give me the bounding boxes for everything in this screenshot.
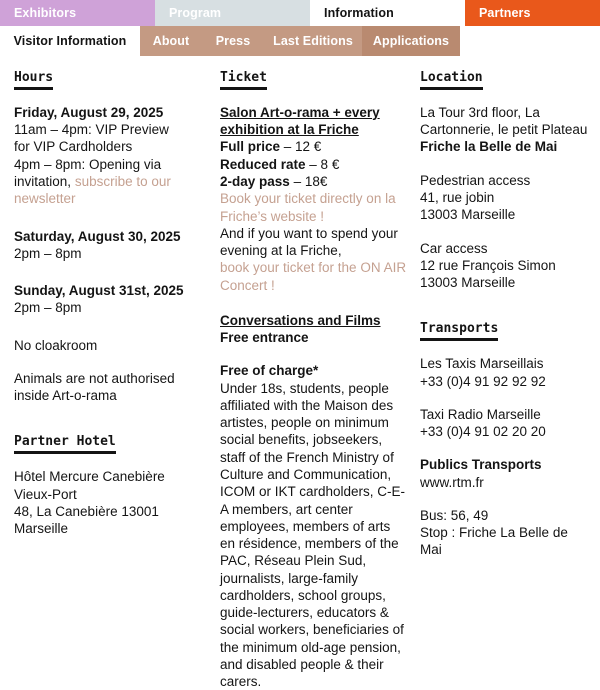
car-access-city: 13003 Marseille [420, 275, 516, 291]
subnav-item-last-editions-label: Last Editions [273, 34, 353, 48]
subnav-item-last-editions[interactable] [264, 26, 362, 56]
taxi-marseillais-name: Les Taxis Marseillais [420, 356, 544, 372]
subnav-item-applications-label: Applications [372, 34, 450, 48]
two-day-pass-value: – 18€ [293, 174, 328, 189]
pedestrian-access-city: 13003 Marseille [420, 207, 516, 223]
hotel-address: 48, La Canebière 13001 [14, 503, 159, 519]
sub-navigation [0, 26, 600, 56]
taxi-radio-phone: +33 (0)4 91 02 20 20 [420, 424, 546, 440]
taxi-marseillais [420, 355, 590, 390]
hours-friday-line3: 4pm – 8pm: Opening via [14, 156, 162, 172]
main-navigation [0, 0, 600, 26]
column-location [420, 68, 600, 690]
hours-friday-line4-wrapper [14, 173, 206, 208]
cloakroom-note: No cloakroom [14, 337, 98, 353]
nav-item-partners-label: Partners [479, 6, 531, 20]
bus-lines: Bus: 56, 49 [420, 507, 489, 523]
subnav-item-visitor-information-label: Visitor Information [13, 34, 127, 48]
subnav-item-about-label: About [152, 34, 190, 48]
venue-address-line2: Cartonnerie, le petit Plateau [420, 122, 588, 138]
hours-sunday-line1: 2pm – 8pm [14, 300, 82, 316]
public-transports-label: Publics Transports [420, 457, 542, 473]
venue-address-line1: La Tour 3rd floor, La [420, 104, 540, 120]
two-day-pass-row [220, 173, 408, 190]
full-price-label: Full price [220, 139, 281, 155]
location-heading: Location [420, 71, 483, 90]
car-access-label: Car access [420, 240, 488, 256]
taxi-radio-name: Taxi Radio Marseille [420, 406, 541, 422]
nav-item-partners[interactable] [465, 0, 600, 26]
hours-day-friday [14, 104, 206, 208]
pedestrian-access [420, 172, 590, 224]
free-of-charge-body: Under 18s, students, people affiliated with the Maison des artistes, people on minimum social benefits, jobseekers, staff of the French Ministry of Culture and Communication, ICOM or IKT cardholders, C-E-A members, art center employees, members of arts en résidence, members of the PAC, Réseau Plein Sud, journalists, large-family cardholders, school groups, guide-lecturers, educators & social workers, beneficiaries of the minimum old-age pension, and disabled people & their carers. [220, 380, 406, 690]
public-transports-site[interactable]: www.rtm.fr [420, 474, 484, 490]
pedestrian-access-label: Pedestrian access [420, 172, 531, 188]
hours-friday-date: Friday, August 29, 2025 [14, 104, 164, 120]
on-air-concert-link[interactable]: book your ticket for the ON AIR Concert ! [220, 260, 407, 293]
two-day-pass-label: 2-day pass [220, 174, 290, 189]
hours-day-sunday [14, 282, 206, 317]
car-access [420, 240, 590, 292]
free-of-charge-block [220, 362, 408, 690]
subnav-item-applications[interactable] [362, 26, 460, 56]
taxi-radio-marseille [420, 406, 590, 441]
hours-saturday-line1: 2pm – 8pm [14, 245, 82, 261]
hours-friday-line2: for VIP Cardholders [14, 139, 133, 155]
free-entrance: Free entrance [220, 330, 309, 346]
public-transports [420, 456, 590, 491]
ticket-prices [220, 104, 408, 294]
animals-note: Animals are not authorised inside Art-o-rama [14, 370, 175, 404]
pedestrian-access-street: 41, rue jobin [420, 190, 495, 205]
newsletter-link[interactable]: subscribe to our newsletter [14, 174, 171, 207]
hours-heading: Hours [14, 71, 53, 90]
full-price-row [220, 138, 408, 155]
subnav-filler [460, 26, 600, 56]
column-hours [0, 68, 220, 690]
evening-text: And if you want to spend your evening at la Friche, [220, 225, 398, 259]
full-price-value: – 12 € [283, 139, 322, 155]
venue-address [420, 104, 590, 156]
taxi-marseillais-phone: +33 (0)4 91 92 92 92 [420, 373, 546, 389]
hours-day-saturday [14, 228, 206, 263]
reduced-rate-value: – 8 € [309, 156, 340, 172]
partner-hotel-heading: Partner Hotel [14, 435, 116, 454]
subnav-item-visitor-information[interactable] [0, 26, 140, 56]
nav-item-exhibitors[interactable] [0, 0, 155, 26]
salon-title: Salon Art-o-rama + every exhibition at la Friche [220, 104, 380, 138]
column-ticket [220, 68, 420, 690]
nav-item-information-label: Information [324, 6, 394, 20]
nav-item-program[interactable] [155, 0, 310, 26]
hotel-name: Hôtel Mercure Canebière [14, 469, 165, 485]
bus-stop: Stop : Friche La Belle de Mai [420, 525, 568, 558]
nav-item-program-label: Program [169, 6, 222, 20]
book-ticket-link[interactable]: Book your ticket directly on la Friche’s website ! [220, 191, 396, 224]
subnav-item-press[interactable] [202, 26, 264, 56]
nav-item-information[interactable] [310, 0, 465, 26]
content-area [0, 56, 600, 690]
nav-item-exhibitors-label: Exhibitors [14, 6, 77, 20]
partner-hotel-details [14, 468, 206, 537]
hours-friday-line4: invitation, [14, 174, 72, 189]
bus-info [420, 507, 590, 559]
subnav-item-press-label: Press [215, 34, 251, 48]
reduced-rate-label: Reduced rate [220, 156, 306, 172]
hours-friday-line1: 11am – 4pm: VIP Preview [14, 122, 169, 138]
venue-name: Friche la Belle de Mai [420, 139, 558, 155]
reduced-rate-row [220, 156, 408, 173]
conversations-block [220, 312, 408, 347]
transports-heading: Transports [420, 322, 498, 341]
free-of-charge-heading: Free of charge* [220, 363, 319, 379]
ticket-heading: Ticket [220, 71, 267, 90]
conversations-heading: Conversations and Films [220, 312, 381, 328]
hours-saturday-date: Saturday, August 30, 2025 [14, 228, 181, 244]
hotel-district: Vieux-Port [14, 486, 77, 502]
car-access-street: 12 rue François Simon [420, 257, 556, 273]
hours-sunday-date: Sunday, August 31st, 2025 [14, 283, 184, 299]
subnav-item-about[interactable] [140, 26, 202, 56]
hotel-city: Marseille [14, 521, 69, 537]
